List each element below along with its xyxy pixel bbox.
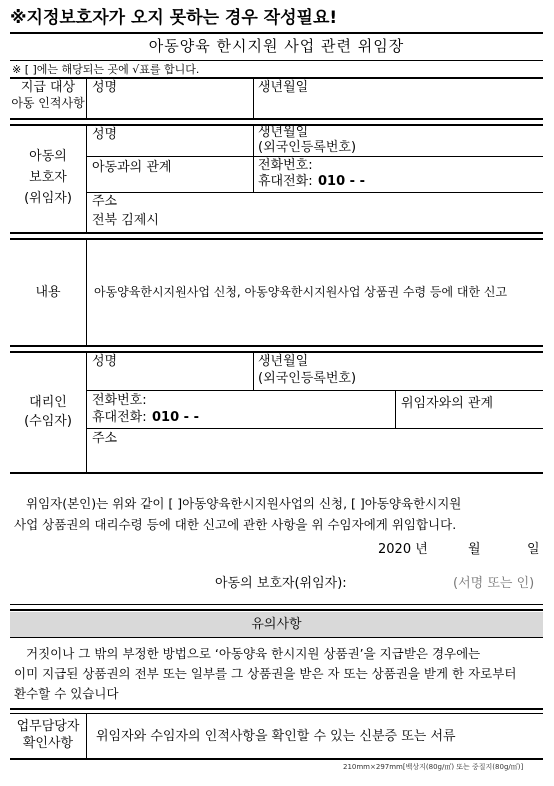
paper-size-note: 210mm×297mm[백상지(80g/㎡) 또는 중질지(80g/㎡)] [343, 763, 524, 771]
child-section-bottom [10, 118, 543, 120]
caution-line-2: 이미 지급된 상품권의 전부 또는 일부를 그 상품권을 받은 자 또는 상품권을 받게 한 자로부터 [14, 666, 517, 681]
agent-section-label-1: 대리인 [29, 395, 67, 410]
guardian-section-label-2: 보호자 [29, 170, 67, 185]
officer-bottom-line [10, 758, 543, 760]
sign-placeholder: (서명 또는 인) [453, 576, 535, 591]
caution-title: 유의사항 [251, 617, 302, 632]
child-name-label: 성명 [92, 80, 118, 95]
agent-relation-label: 위임자와의 관계 [401, 396, 494, 411]
child-section-label-2: 아동 인적사항 [11, 96, 85, 110]
guardian-row-line-2 [86, 192, 543, 193]
instruction-text: ※ [ ]에는 해당되는 곳에 √표를 합니다. [12, 63, 200, 76]
content-section-bottom [10, 345, 543, 347]
caution-title-line [10, 637, 543, 638]
agent-birth-divider [253, 352, 254, 390]
agent-section-top [10, 351, 543, 353]
agent-phone-label: 전화번호: [92, 393, 147, 408]
title-top-border [10, 32, 543, 34]
delegation-line-1: 위임자(본인)는 위와 같이 [ ]아동양육한시지원사업의 신청, [ ]아동양육한시지원 [26, 496, 462, 511]
officer-divider [86, 714, 87, 758]
guardian-foreign-reg-label: (외국인등록번호) [258, 140, 357, 155]
guardian-section-label-3: (위임자) [24, 191, 72, 206]
guardian-row-line-1 [86, 156, 543, 157]
guardian-address-label: 주소 [92, 194, 118, 209]
agent-label-divider [86, 352, 87, 472]
guardian-col-divider [253, 125, 254, 192]
agent-relation-divider [395, 390, 396, 428]
guardian-phone-label: 전화번호: [258, 158, 313, 173]
agent-mobile-value: 010 - - [152, 410, 199, 425]
form-title: 아동양육 한시지원 사업 관련 위임장 [148, 37, 405, 55]
officer-top-line [10, 713, 543, 714]
date-month: 월 [468, 542, 481, 557]
date-day: 일 [527, 542, 540, 557]
agent-section-label-2: (수임자) [24, 414, 72, 429]
officer-label-2: 확인사항 [22, 736, 74, 751]
agent-foreign-reg-label: (외국인등록번호) [258, 371, 357, 386]
delegation-line-2: 사업 상품권의 대리수령 등에 대한 신고에 관한 사항을 위 수임자에게 위임합니다. [14, 517, 457, 532]
title-bottom-border [10, 60, 543, 61]
content-label-divider [86, 239, 87, 345]
agent-mobile-label: 휴대전화: [92, 410, 147, 425]
content-section-top [10, 238, 543, 240]
guardian-address-value: 전북 김제시 [92, 213, 159, 228]
caution-bottom-line [10, 708, 543, 710]
content-text: 아동양육한시지원사업 신청, 아동양육한시지원사업 상품권 수령 등에 대한 신고 [94, 285, 508, 299]
guardian-section-label-1: 아동의 [29, 149, 67, 164]
child-label-divider [86, 78, 87, 118]
content-label: 내용 [35, 285, 61, 300]
child-section-label-1: 지급 대상 [20, 80, 76, 95]
guardian-section-bottom [10, 232, 543, 234]
guardian-label-divider [86, 125, 87, 232]
child-section-top [10, 77, 543, 79]
agent-section-bottom [10, 472, 543, 474]
child-birth-label: 생년월일 [258, 80, 309, 95]
caution-line-3: 환수할 수 있습니다 [14, 686, 119, 701]
caution-top-line-2 [10, 609, 543, 611]
signer-label: 아동의 보호자(위임자): [215, 576, 347, 591]
agent-name-label: 성명 [92, 354, 118, 369]
caution-line-1: 거짓이나 그 밖의 부정한 방법으로 ‘아동양육 한시지원 상품권’을 지급받은 경우에는 [26, 646, 481, 661]
guardian-relation-label: 아동과의 관계 [92, 160, 172, 175]
caution-top-line-1 [10, 604, 543, 605]
agent-address-label: 주소 [92, 431, 118, 446]
guardian-name-label: 성명 [92, 127, 118, 142]
guardian-birth-label: 생년월일 [258, 125, 309, 140]
child-birth-divider [253, 78, 254, 118]
agent-row-line-1 [86, 390, 543, 391]
officer-label-1: 업무담당자 [16, 719, 80, 734]
agent-row-line-2 [86, 428, 543, 429]
guardian-mobile-value: 010 - - [318, 174, 365, 189]
date-year: 2020 년 [378, 542, 428, 557]
agent-birth-label: 생년월일 [258, 354, 309, 369]
notice-banner: ※지정보호자가 오지 못하는 경우 작성필요! [10, 8, 338, 28]
officer-text: 위임자와 수임자의 인적사항을 확인할 수 있는 신분증 또는 서류 [96, 729, 456, 744]
guardian-mobile-label: 휴대전화: [258, 174, 313, 189]
